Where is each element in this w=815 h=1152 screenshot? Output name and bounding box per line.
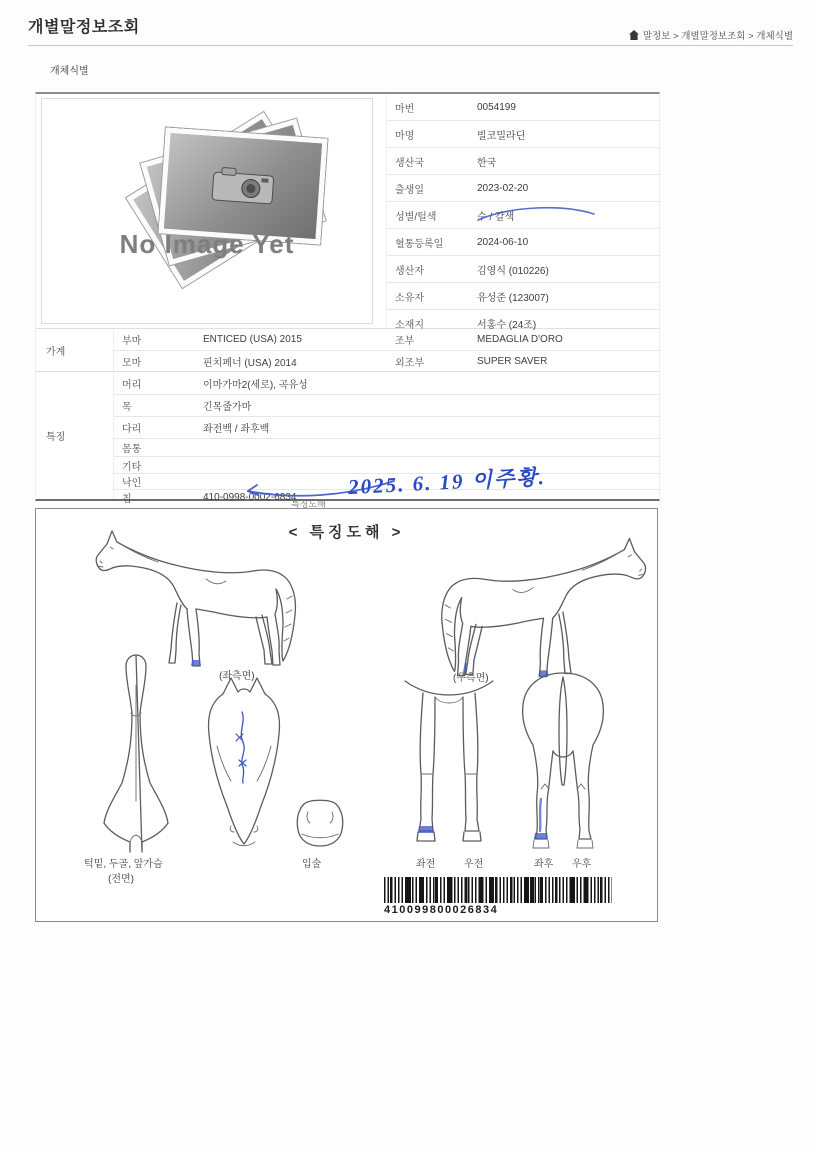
field-value: 빌코밀라딘 [477, 130, 526, 142]
camera-icon [210, 164, 277, 208]
breadcrumb-path[interactable]: 말정보 > 개별말정보조회 > 개체식별 [642, 31, 793, 42]
field-label: 마명 [395, 130, 415, 142]
label-lips: 입술 [302, 859, 322, 870]
field-label: 생산국 [395, 157, 424, 169]
field-value: 유성준 (123007) [477, 292, 549, 304]
tab-individual-identification[interactable]: 개체식별 [50, 66, 89, 77]
table-row [387, 94, 659, 121]
field-value: 2024-06-10 [477, 236, 529, 248]
table-row [387, 283, 659, 310]
table-row [387, 256, 659, 283]
table-row [387, 175, 659, 202]
no-image-text: No Image Yet [119, 229, 295, 259]
barcode-number: 410099800026834 [384, 904, 499, 916]
horse-rear-view [513, 671, 613, 856]
table-row [387, 121, 659, 148]
field-label: 조부 [395, 336, 415, 347]
field-label: 생산자 [395, 265, 424, 277]
blue-pen-arc-over-sex-color [470, 200, 600, 226]
group-label: 가계 [36, 329, 114, 371]
field-label: 기타 [122, 461, 142, 473]
breadcrumb[interactable] [629, 28, 793, 42]
field-value: 이마가마2(세로), 곡유성 [203, 379, 308, 391]
barcode [384, 877, 612, 903]
field-label: 낙인 [122, 478, 142, 489]
field-label: 몸통 [122, 444, 142, 455]
label-left-fore: 좌전 [416, 859, 436, 870]
photo-cell [36, 94, 387, 328]
table-row [387, 229, 659, 256]
label-right-hind: 우후 [572, 859, 592, 870]
diagram-title: < 특징도해 > [288, 524, 405, 541]
field-value: 한국 [477, 157, 497, 169]
field-label: 혈통등록일 [395, 238, 444, 250]
horse-front-legs-view [399, 679, 499, 859]
home-icon [629, 30, 639, 40]
horse-right-side-view [388, 523, 656, 691]
table-row [114, 395, 659, 417]
table-row [114, 351, 659, 372]
header-divider [28, 45, 793, 46]
label-front-view-line2: (전면) [108, 874, 134, 885]
table-row [114, 329, 659, 351]
table-row [387, 148, 659, 175]
horse-head-front-view [193, 676, 295, 861]
field-label: 외조부 [395, 358, 424, 369]
horse-front-chest-view [96, 651, 176, 856]
field-label: 목 [122, 402, 132, 413]
handwritten-date-signature: 2025. 6. 19 이주황. [347, 464, 547, 500]
field-label: 칩 [122, 494, 132, 505]
field-value: 핀치페너 (USA) 2014 [203, 358, 297, 369]
field-value: 서홍수 (24조) [477, 319, 537, 331]
field-label: 소재지 [395, 319, 424, 331]
table-row [114, 372, 659, 395]
field-value: SUPER SAVER [477, 356, 548, 367]
field-value: 0054199 [477, 101, 516, 113]
field-value: 수 / 갈색 [477, 211, 515, 223]
field-label: 부마 [122, 336, 142, 347]
label-left-side: (좌측면) [219, 671, 255, 682]
field-value: 410-0998-0002-6834 [203, 492, 297, 503]
field-label: 마번 [395, 103, 415, 115]
field-value: 좌전백 / 좌후백 [203, 424, 270, 435]
field-value: 김영식 (010226) [477, 265, 549, 277]
pedigree-section [36, 329, 659, 372]
field-label: 머리 [122, 379, 142, 391]
table-row [114, 439, 659, 457]
label-right-fore: 우전 [464, 859, 484, 870]
photo-stack-front [159, 127, 328, 244]
table-row [114, 417, 659, 439]
group-label: 특징 [36, 372, 114, 499]
no-image-placeholder [41, 98, 373, 324]
field-value: 2023-02-20 [477, 182, 529, 194]
field-value: MEDAGLIA D'ORO [477, 334, 563, 345]
field-label: 성별/털색 [395, 211, 437, 223]
label-left-hind: 좌후 [534, 859, 554, 870]
field-value: ENTICED (USA) 2015 [203, 334, 302, 345]
page-title: 개별말정보조회 [28, 19, 140, 36]
feature-diagram-box [35, 499, 658, 922]
label-front-view-line1: 턱밑, 두골, 앞가슴 [84, 859, 163, 870]
field-label: 출생일 [395, 184, 424, 196]
field-label: 모마 [122, 358, 142, 369]
field-label: 소유자 [395, 292, 424, 304]
label-right-side: (우측면) [453, 673, 489, 684]
diagram-small-caption: 특징도해 [291, 499, 326, 509]
field-value: 긴목줄가마 [203, 402, 252, 413]
horse-lips-view [294, 796, 346, 851]
field-label: 다리 [122, 424, 142, 435]
